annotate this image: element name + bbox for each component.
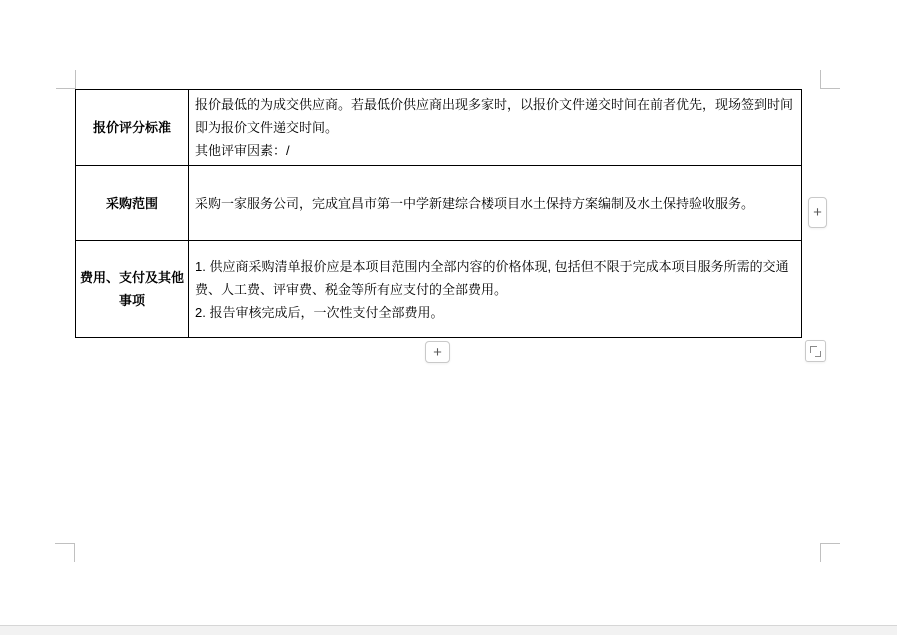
table-row	[76, 166, 802, 241]
row-label-cell[interactable]	[76, 241, 189, 338]
procurement-table	[75, 89, 802, 338]
table-resize-handle-button[interactable]	[805, 340, 826, 362]
table-row	[76, 90, 802, 166]
row-label: 报价评分标准	[92, 120, 171, 135]
add-row-button[interactable]	[425, 341, 450, 363]
row-content-cell[interactable]	[189, 241, 802, 338]
content-paragraph: 1. 供应商采购清单报价应是本项目范围内全部内容的价格体现, 包括但不限于完成本项目服务所需的交通费、人工费、评审费、税金等所有应支付的全部费用。	[195, 258, 789, 297]
plus-icon: +	[813, 204, 822, 221]
content-paragraph: 其他评审因素：/	[195, 143, 290, 158]
row-label-cell[interactable]	[76, 90, 189, 166]
page-bottom-edge	[0, 625, 897, 635]
row-content-cell[interactable]	[189, 90, 802, 166]
content-paragraph: 采购一家服务公司，完成宜昌市第一中学新建综合楼项目水土保持方案编制及水土保持验收服务。	[195, 195, 755, 211]
row-content-cell[interactable]	[189, 166, 802, 241]
row-label-cell[interactable]	[76, 166, 189, 241]
table-row	[76, 241, 802, 338]
content-paragraph: 报价最低的为成交供应商。若最低价供应商出现多家时，以报价文件递交时间在前者优先，现场签到时间即为报价文件递交时间。	[195, 97, 794, 135]
row-label: 费用、支付及其他事项	[80, 270, 185, 308]
corner-brackets-icon	[810, 346, 821, 357]
content-paragraph: 2. 报告审核完成后，一次性支付全部费用。	[195, 304, 444, 320]
plus-icon: +	[433, 343, 442, 361]
add-column-button[interactable]	[808, 197, 827, 228]
page-margin-mark-bottom-right	[820, 543, 840, 562]
row-label: 采购范围	[105, 195, 158, 211]
page-margin-mark-top-left	[56, 70, 76, 89]
page-margin-mark-top-right	[820, 70, 840, 89]
page-margin-mark-bottom-left	[55, 543, 75, 562]
